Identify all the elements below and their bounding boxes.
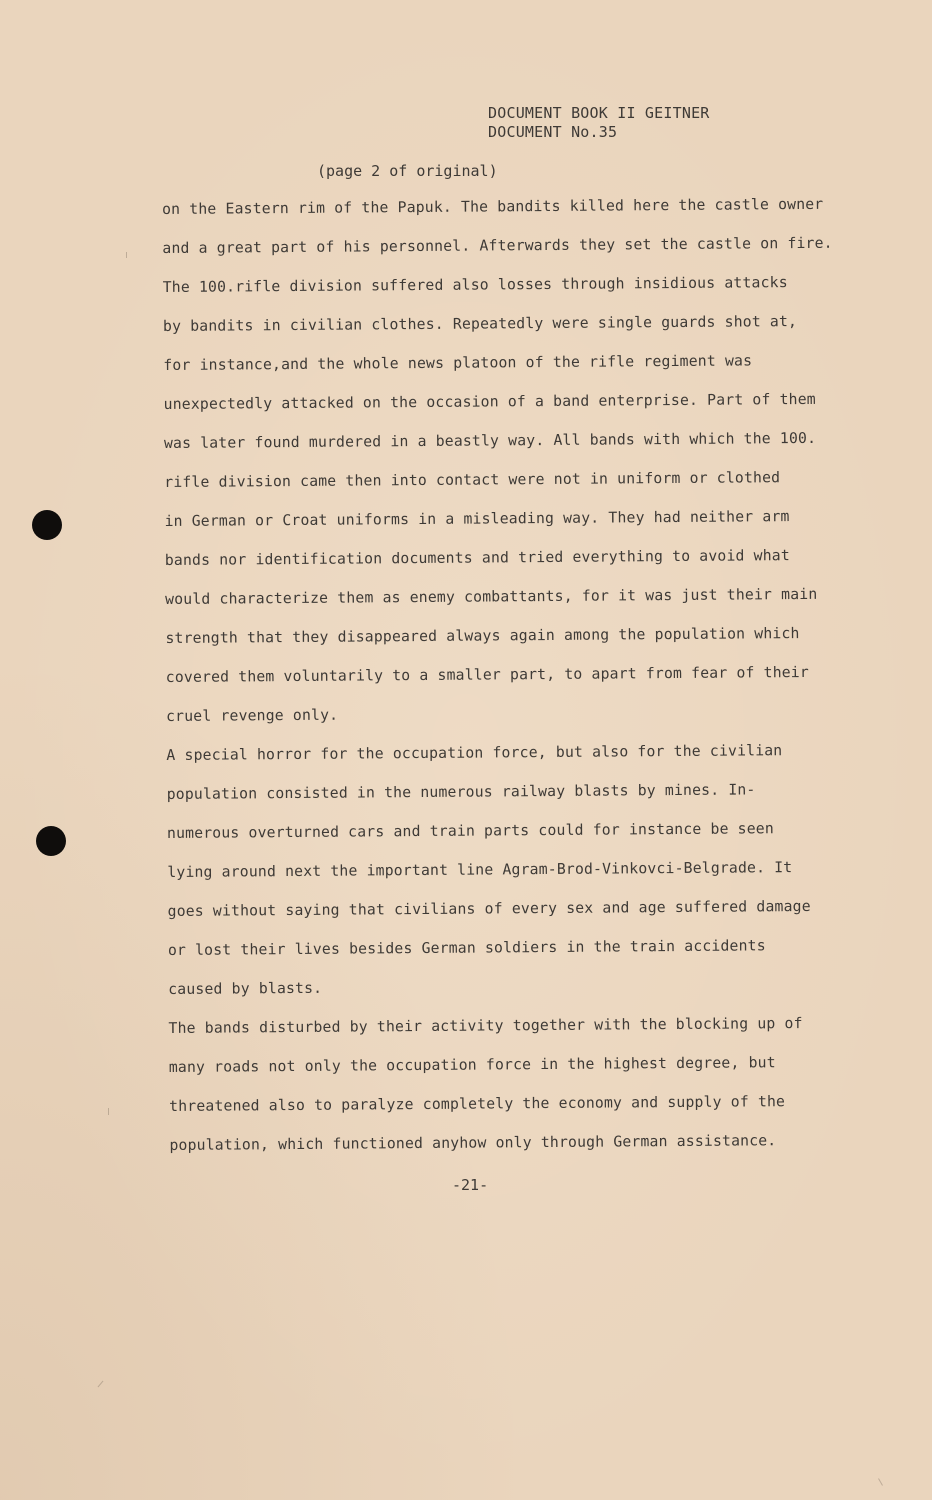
body-line: many roads not only the occupation force in the highest degree, but [168, 1054, 776, 1076]
body-line: The 100.rifle division suffered also losses through insidious attacks [162, 274, 788, 296]
body-line: numerous overturned cars and train parts could for instance be seen [166, 820, 774, 842]
paper-speck [878, 1478, 883, 1485]
body-line: population consisted in the numerous railway blasts by mines. In- [166, 781, 756, 803]
body-line: cruel revenge only. [165, 706, 339, 725]
body-line: unexpectedly attacked on the occasion of a band enterprise. Part of them [163, 390, 816, 413]
punch-hole-upper [32, 510, 62, 540]
body-line: A special horror for the occupation force, but also for the civilian [166, 742, 783, 764]
page-number: -21- [452, 1176, 489, 1194]
body-line: population, which functioned anyhow only through German assistance. [169, 1132, 777, 1154]
page-of-original-note: (page 2 of original) [317, 162, 498, 180]
body-line: by bandits in civilian clothes. Repeatedly were single guards shot at, [162, 313, 798, 335]
body-line: in German or Croat uniforms in a misleading way. They had neither arm [164, 508, 790, 530]
paper-speck [126, 252, 127, 258]
body-line: was later found murdered in a beastly way. All bands with which the 100. [163, 429, 817, 452]
body-line: or lost their lives besides German soldiers in the train accidents [167, 937, 766, 959]
document-body [162, 193, 882, 1174]
body-line: The bands disturbed by their activity together with the blocking up of [168, 1014, 803, 1037]
punch-hole-lower [36, 826, 66, 856]
body-line: covered them voluntarily to a smaller part, to apart from fear of their [165, 663, 809, 686]
document-book-line: DOCUMENT BOOK II GEITNER [488, 104, 710, 122]
body-line: strength that they disappeared always again among the population which [165, 625, 800, 647]
paper-speck [108, 1108, 109, 1115]
paper-speck [98, 1381, 104, 1388]
body-line: would characterize them as enemy combattants, for it was just their main [165, 585, 818, 608]
body-line: rifle division came then into contact were not in uniform or clothed [164, 469, 781, 491]
document-header [488, 104, 710, 142]
body-line: on the Eastern rim of the Papuk. The bandits killed here the castle owner [162, 195, 824, 218]
body-line: threatened also to paralyze completely the economy and supply of the [169, 1093, 786, 1115]
body-line: bands nor identification documents and tried everything to avoid what [164, 547, 790, 569]
body-line: for instance,and the whole news platoon of the rifle regiment was [163, 352, 753, 374]
body-line: goes without saying that civilians of every sex and age suffered damage [167, 897, 811, 920]
body-line: and a great part of his personnel. Afterwards they set the castle on fire. [162, 234, 833, 257]
body-line: lying around next the important line Agram-Brod-Vinkovci-Belgrade. It [167, 859, 793, 881]
document-number-line: DOCUMENT No.35 [488, 123, 618, 141]
body-line: caused by blasts. [168, 979, 323, 998]
